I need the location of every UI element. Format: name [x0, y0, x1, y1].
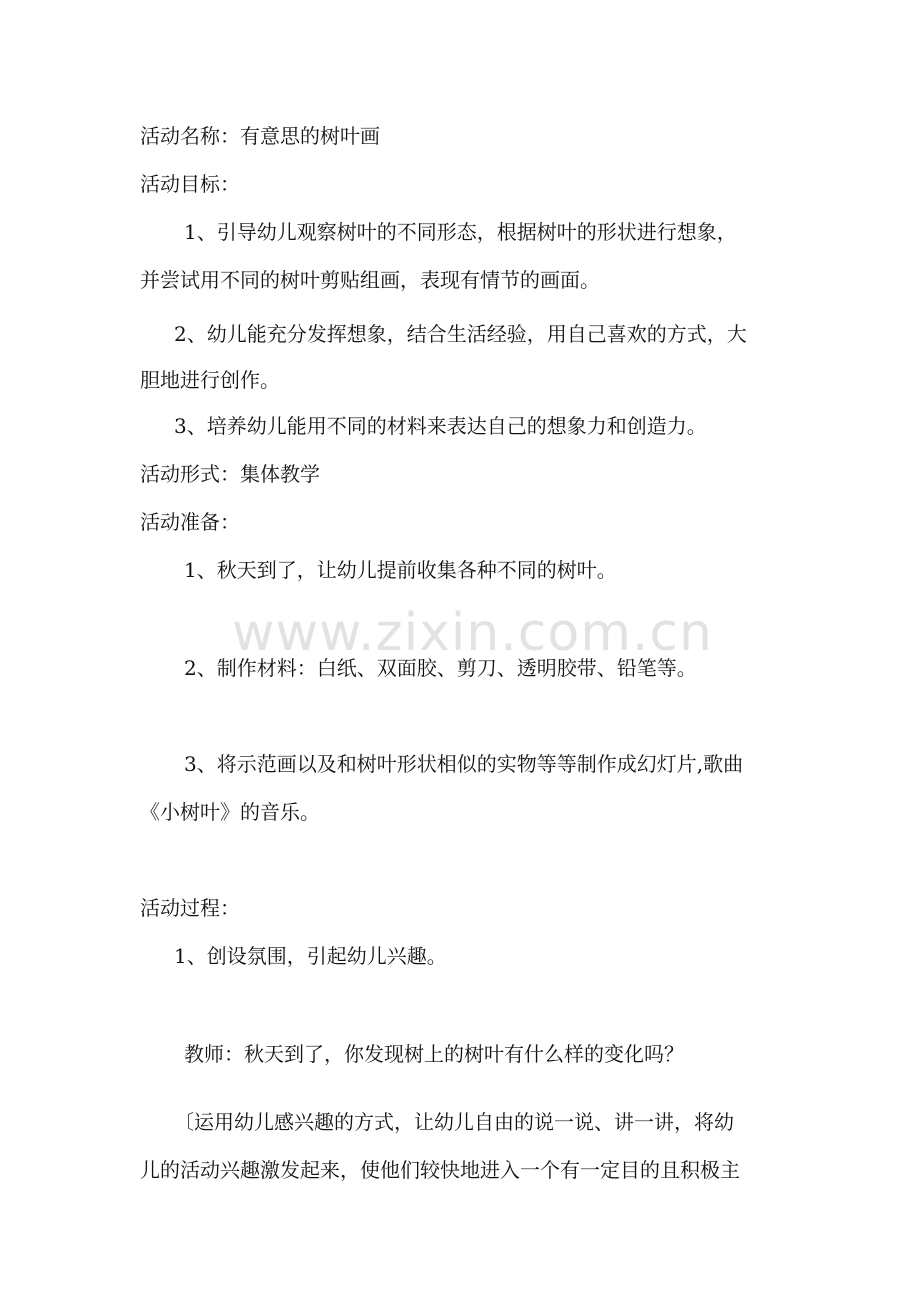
prep-3-line-2: 《小树叶》的音乐。 — [140, 800, 320, 824]
goal-1-line-1: 1、引导幼儿观察树叶的不同形态，根据树叶的形状进行想象， — [184, 220, 737, 244]
watermark: www.zixin.com.cn — [232, 603, 713, 663]
prep-heading: 活动准备： — [140, 510, 240, 534]
step-1: 1、创设氛围，引起幼儿兴趣。 — [174, 944, 447, 968]
goal-2-line-2: 胆地进行创作。 — [140, 368, 280, 392]
note-line-2: 儿的活动兴趣激发起来，使他们较快地进入一个有一定目的且积极主 — [140, 1158, 740, 1182]
goal-3: 3、培养幼儿能用不同的材料来表达自己的想象力和创造力。 — [174, 414, 707, 438]
teacher-question: 教师：秋天到了，你发现树上的树叶有什么样的变化吗？ — [184, 1042, 684, 1066]
prep-2: 2、制作材料：白纸、双面胶、剪刀、透明胶带、铅笔等。 — [184, 656, 697, 680]
goals-heading: 活动目标： — [140, 172, 240, 196]
activity-form: 活动形式：集体教学 — [140, 462, 320, 486]
process-heading: 活动过程： — [140, 896, 240, 920]
prep-3-line-1: 3、将示范画以及和树叶形状相似的实物等等制作成幻灯片,歌曲 — [184, 752, 744, 776]
prep-1: 1、秋天到了，让幼儿提前收集各种不同的树叶。 — [184, 558, 617, 582]
goal-2-line-1: 2、幼儿能充分发挥想象，结合生活经验，用自己喜欢的方式，大 — [174, 322, 747, 346]
note-line-1: 〔运用幼儿感兴趣的方式，让幼儿自由的说一说、讲一讲，将幼 — [174, 1110, 734, 1134]
activity-name: 活动名称：有意思的树叶画 — [140, 124, 380, 148]
goal-1-line-2: 并尝试用不同的树叶剪贴组画，表现有情节的画面。 — [140, 268, 600, 292]
